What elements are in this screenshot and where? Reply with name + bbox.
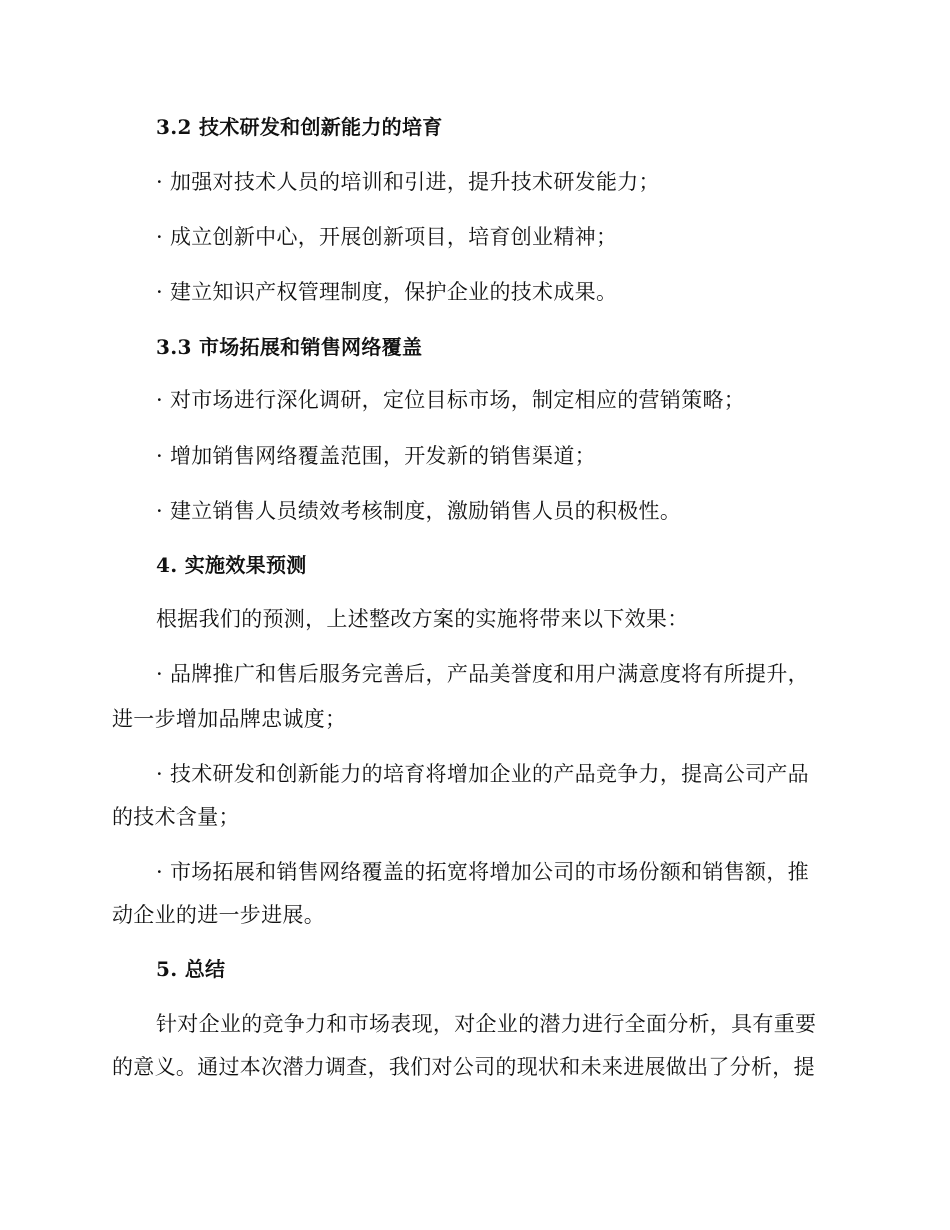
summary-paragraph-line: 的意义。通过本次潜力调查，我们对公司的现状和未来进展做出了分析，提 [112,1055,815,1079]
bullet-item: · 成立创新中心，开展创新项目，培育创业精神； [156,225,618,249]
bullet-item-continuation: 进一步增加品牌忠诚度； [112,707,347,731]
summary-paragraph-line: 针对企业的竞争力和市场表现，对企业的潜力进行全面分析，具有重要 [156,1012,817,1036]
bullet-item: · 建立销售人员绩效考核制度，激励销售人员的积极性。 [156,499,682,523]
section-3-2-heading: 3.2 技术研发和创新能力的培育 [156,115,443,139]
bullet-item: · 对市场进行深化调研，定位目标市场，制定相应的营销策略； [156,388,746,412]
section-4-intro: 根据我们的预测，上述整改方案的实施将带来以下效果： [156,607,689,631]
bullet-item: · 品牌推广和售后服务完善后，产品美誉度和用户满意度将有所提升， [156,662,809,686]
section-4-heading: 4. 实施效果预测 [156,553,307,577]
bullet-item: · 技术研发和创新能力的培育将增加企业的产品竞争力，提高公司产品 [156,762,809,786]
bullet-item-continuation: 动企业的进一步进展。 [112,903,325,927]
bullet-item: · 建立知识产权管理制度，保护企业的技术成果。 [156,280,618,304]
bullet-item: · 加强对技术人员的培训和引进，提升技术研发能力； [156,170,660,194]
bullet-item-continuation: 的技术含量； [112,805,240,829]
section-5-heading: 5. 总结 [156,957,226,981]
section-3-3-heading: 3.3 市场拓展和销售网络覆盖 [156,335,423,359]
bullet-item: · 增加销售网络覆盖范围，开发新的销售渠道； [156,444,596,468]
bullet-item: · 市场拓展和销售网络覆盖的拓宽将增加公司的市场份额和销售额，推 [156,860,809,884]
